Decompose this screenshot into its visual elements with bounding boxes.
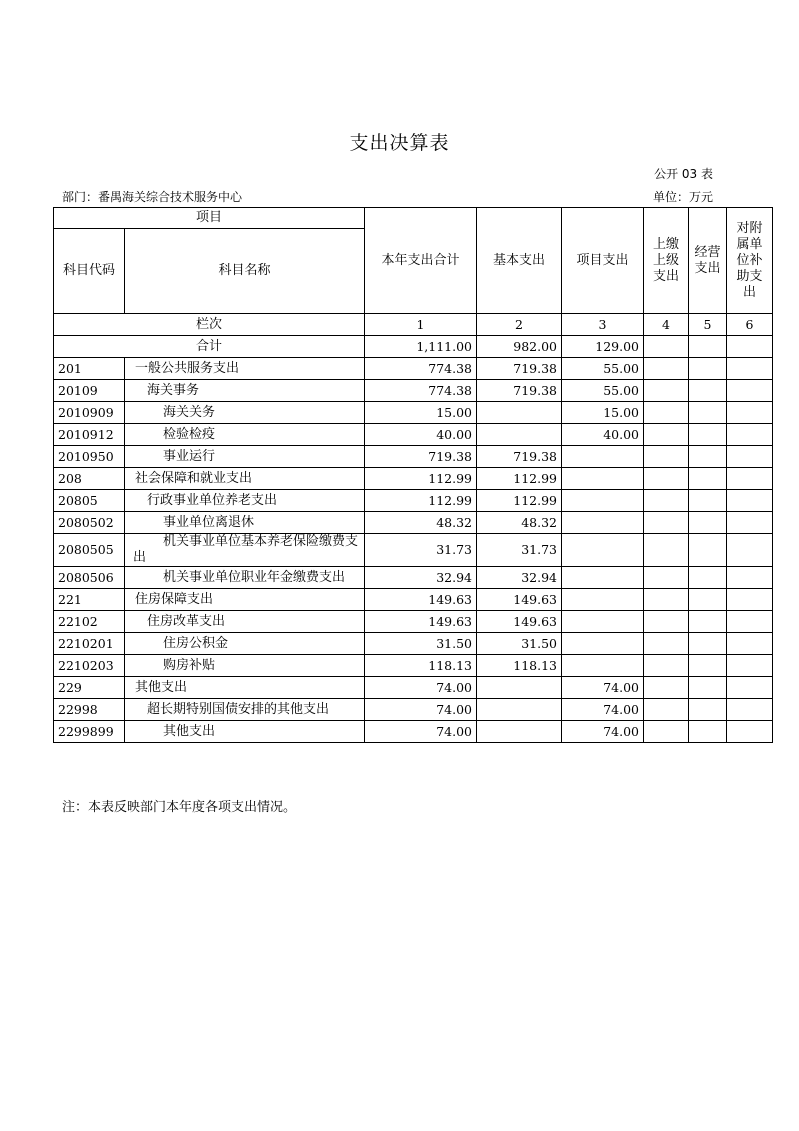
row-c1: 74.00 bbox=[365, 677, 477, 699]
row-c1: 774.38 bbox=[365, 358, 477, 380]
row-code: 2299899 bbox=[54, 721, 125, 743]
row-code: 2010909 bbox=[54, 402, 125, 424]
index-1: 1 bbox=[365, 314, 477, 336]
total-row bbox=[54, 336, 773, 358]
total-c2: 982.00 bbox=[477, 336, 562, 358]
row-c1: 32.94 bbox=[365, 567, 477, 589]
table-row bbox=[54, 490, 773, 512]
row-name: 海关关务 bbox=[125, 402, 365, 424]
row-name: 超长期特别国债安排的其他支出 bbox=[125, 699, 365, 721]
row-code: 22998 bbox=[54, 699, 125, 721]
row-c2: 48.32 bbox=[477, 512, 562, 534]
table-row bbox=[54, 699, 773, 721]
row-c2 bbox=[477, 424, 562, 446]
row-c3: 55.00 bbox=[562, 358, 644, 380]
header-col1: 本年支出合计 bbox=[365, 208, 477, 314]
row-c2: 32.94 bbox=[477, 567, 562, 589]
row-c2: 719.38 bbox=[477, 446, 562, 468]
table-row bbox=[54, 611, 773, 633]
header-name: 科目名称 bbox=[125, 229, 365, 314]
index-5: 5 bbox=[689, 314, 727, 336]
footnote: 注：本表反映部门本年度各项支出情况。 bbox=[62, 800, 297, 815]
row-c1: 31.50 bbox=[365, 633, 477, 655]
row-c2: 149.63 bbox=[477, 589, 562, 611]
row-name: 一般公共服务支出 bbox=[125, 358, 365, 380]
row-c1: 112.99 bbox=[365, 490, 477, 512]
row-name: 检验检疫 bbox=[125, 424, 365, 446]
row-code: 2080506 bbox=[54, 567, 125, 589]
expenditure-table bbox=[53, 207, 773, 743]
table-row bbox=[54, 677, 773, 699]
table-row bbox=[54, 567, 773, 589]
header-col4: 上缴上级支出 bbox=[644, 208, 689, 314]
row-c3 bbox=[562, 490, 644, 512]
row-c1: 149.63 bbox=[365, 611, 477, 633]
row-index-label: 栏次 bbox=[54, 314, 365, 336]
row-c3 bbox=[562, 534, 644, 567]
row-c3 bbox=[562, 512, 644, 534]
row-name: 住房保障支出 bbox=[125, 589, 365, 611]
header-col6: 对附属单位补助支出 bbox=[727, 208, 773, 314]
row-code: 201 bbox=[54, 358, 125, 380]
total-c3: 129.00 bbox=[562, 336, 644, 358]
row-code: 22102 bbox=[54, 611, 125, 633]
row-c3: 74.00 bbox=[562, 677, 644, 699]
row-name: 事业单位离退休 bbox=[125, 512, 365, 534]
table-row bbox=[54, 358, 773, 380]
row-c3 bbox=[562, 468, 644, 490]
row-c2 bbox=[477, 699, 562, 721]
row-code: 2210201 bbox=[54, 633, 125, 655]
table-row bbox=[54, 633, 773, 655]
row-c1: 118.13 bbox=[365, 655, 477, 677]
row-name: 住房改革支出 bbox=[125, 611, 365, 633]
row-c3: 15.00 bbox=[562, 402, 644, 424]
row-code: 20109 bbox=[54, 380, 125, 402]
table-row bbox=[54, 534, 773, 567]
row-code: 2080505 bbox=[54, 534, 125, 567]
row-c1: 48.32 bbox=[365, 512, 477, 534]
row-c1: 74.00 bbox=[365, 699, 477, 721]
row-c2: 112.99 bbox=[477, 468, 562, 490]
form-number: 公开 03 表 bbox=[654, 167, 713, 181]
row-code: 221 bbox=[54, 589, 125, 611]
table-row bbox=[54, 446, 773, 468]
index-6: 6 bbox=[727, 314, 773, 336]
header-col3: 项目支出 bbox=[562, 208, 644, 314]
row-c1: 112.99 bbox=[365, 468, 477, 490]
row-c3 bbox=[562, 567, 644, 589]
row-c1: 31.73 bbox=[365, 534, 477, 567]
row-c2: 149.63 bbox=[477, 611, 562, 633]
row-name: 其他支出 bbox=[125, 677, 365, 699]
row-c1: 40.00 bbox=[365, 424, 477, 446]
table-row bbox=[54, 380, 773, 402]
row-c3 bbox=[562, 611, 644, 633]
row-code: 2010912 bbox=[54, 424, 125, 446]
row-c1: 15.00 bbox=[365, 402, 477, 424]
row-c2: 719.38 bbox=[477, 380, 562, 402]
table-row bbox=[54, 468, 773, 490]
total-c1: 1,111.00 bbox=[365, 336, 477, 358]
row-c3: 55.00 bbox=[562, 380, 644, 402]
row-code: 2010950 bbox=[54, 446, 125, 468]
row-c3 bbox=[562, 633, 644, 655]
row-c3 bbox=[562, 446, 644, 468]
row-c3: 74.00 bbox=[562, 699, 644, 721]
header-col2: 基本支出 bbox=[477, 208, 562, 314]
unit-label: 单位：万元 bbox=[652, 190, 713, 204]
table-row bbox=[54, 424, 773, 446]
row-c3: 74.00 bbox=[562, 721, 644, 743]
row-name: 购房补贴 bbox=[125, 655, 365, 677]
row-name: 事业运行 bbox=[125, 446, 365, 468]
row-c2 bbox=[477, 677, 562, 699]
row-c2 bbox=[477, 721, 562, 743]
row-c2: 118.13 bbox=[477, 655, 562, 677]
index-4: 4 bbox=[644, 314, 689, 336]
row-c3: 40.00 bbox=[562, 424, 644, 446]
row-c1: 774.38 bbox=[365, 380, 477, 402]
total-label: 合计 bbox=[54, 336, 365, 358]
row-name: 社会保障和就业支出 bbox=[125, 468, 365, 490]
row-code: 229 bbox=[54, 677, 125, 699]
row-c3 bbox=[562, 589, 644, 611]
row-name: 行政事业单位养老支出 bbox=[125, 490, 365, 512]
table-row bbox=[54, 655, 773, 677]
row-c2: 112.99 bbox=[477, 490, 562, 512]
row-c1: 149.63 bbox=[365, 589, 477, 611]
row-c2: 719.38 bbox=[477, 358, 562, 380]
row-c3 bbox=[562, 655, 644, 677]
index-3: 3 bbox=[562, 314, 644, 336]
row-name: 机关事业单位基本养老保险缴费支出 bbox=[125, 534, 365, 567]
header-col5: 经营支出 bbox=[689, 208, 727, 314]
row-name: 海关事务 bbox=[125, 380, 365, 402]
page-title: 支出决算表 bbox=[349, 132, 450, 154]
row-code: 20805 bbox=[54, 490, 125, 512]
header-code: 科目代码 bbox=[54, 229, 125, 314]
index-2: 2 bbox=[477, 314, 562, 336]
row-c1: 74.00 bbox=[365, 721, 477, 743]
table-row bbox=[54, 721, 773, 743]
table-row bbox=[54, 402, 773, 424]
header-item: 项目 bbox=[54, 208, 365, 229]
row-c1: 719.38 bbox=[365, 446, 477, 468]
row-c2 bbox=[477, 402, 562, 424]
row-c2: 31.73 bbox=[477, 534, 562, 567]
row-code: 2080502 bbox=[54, 512, 125, 534]
row-name: 住房公积金 bbox=[125, 633, 365, 655]
row-code: 208 bbox=[54, 468, 125, 490]
table-row bbox=[54, 512, 773, 534]
table-row bbox=[54, 589, 773, 611]
row-c2: 31.50 bbox=[477, 633, 562, 655]
row-code: 2210203 bbox=[54, 655, 125, 677]
row-name: 机关事业单位职业年金缴费支出 bbox=[125, 567, 365, 589]
row-name: 其他支出 bbox=[125, 721, 365, 743]
department-label: 部门：番禺海关综合技术服务中心 bbox=[62, 190, 243, 204]
